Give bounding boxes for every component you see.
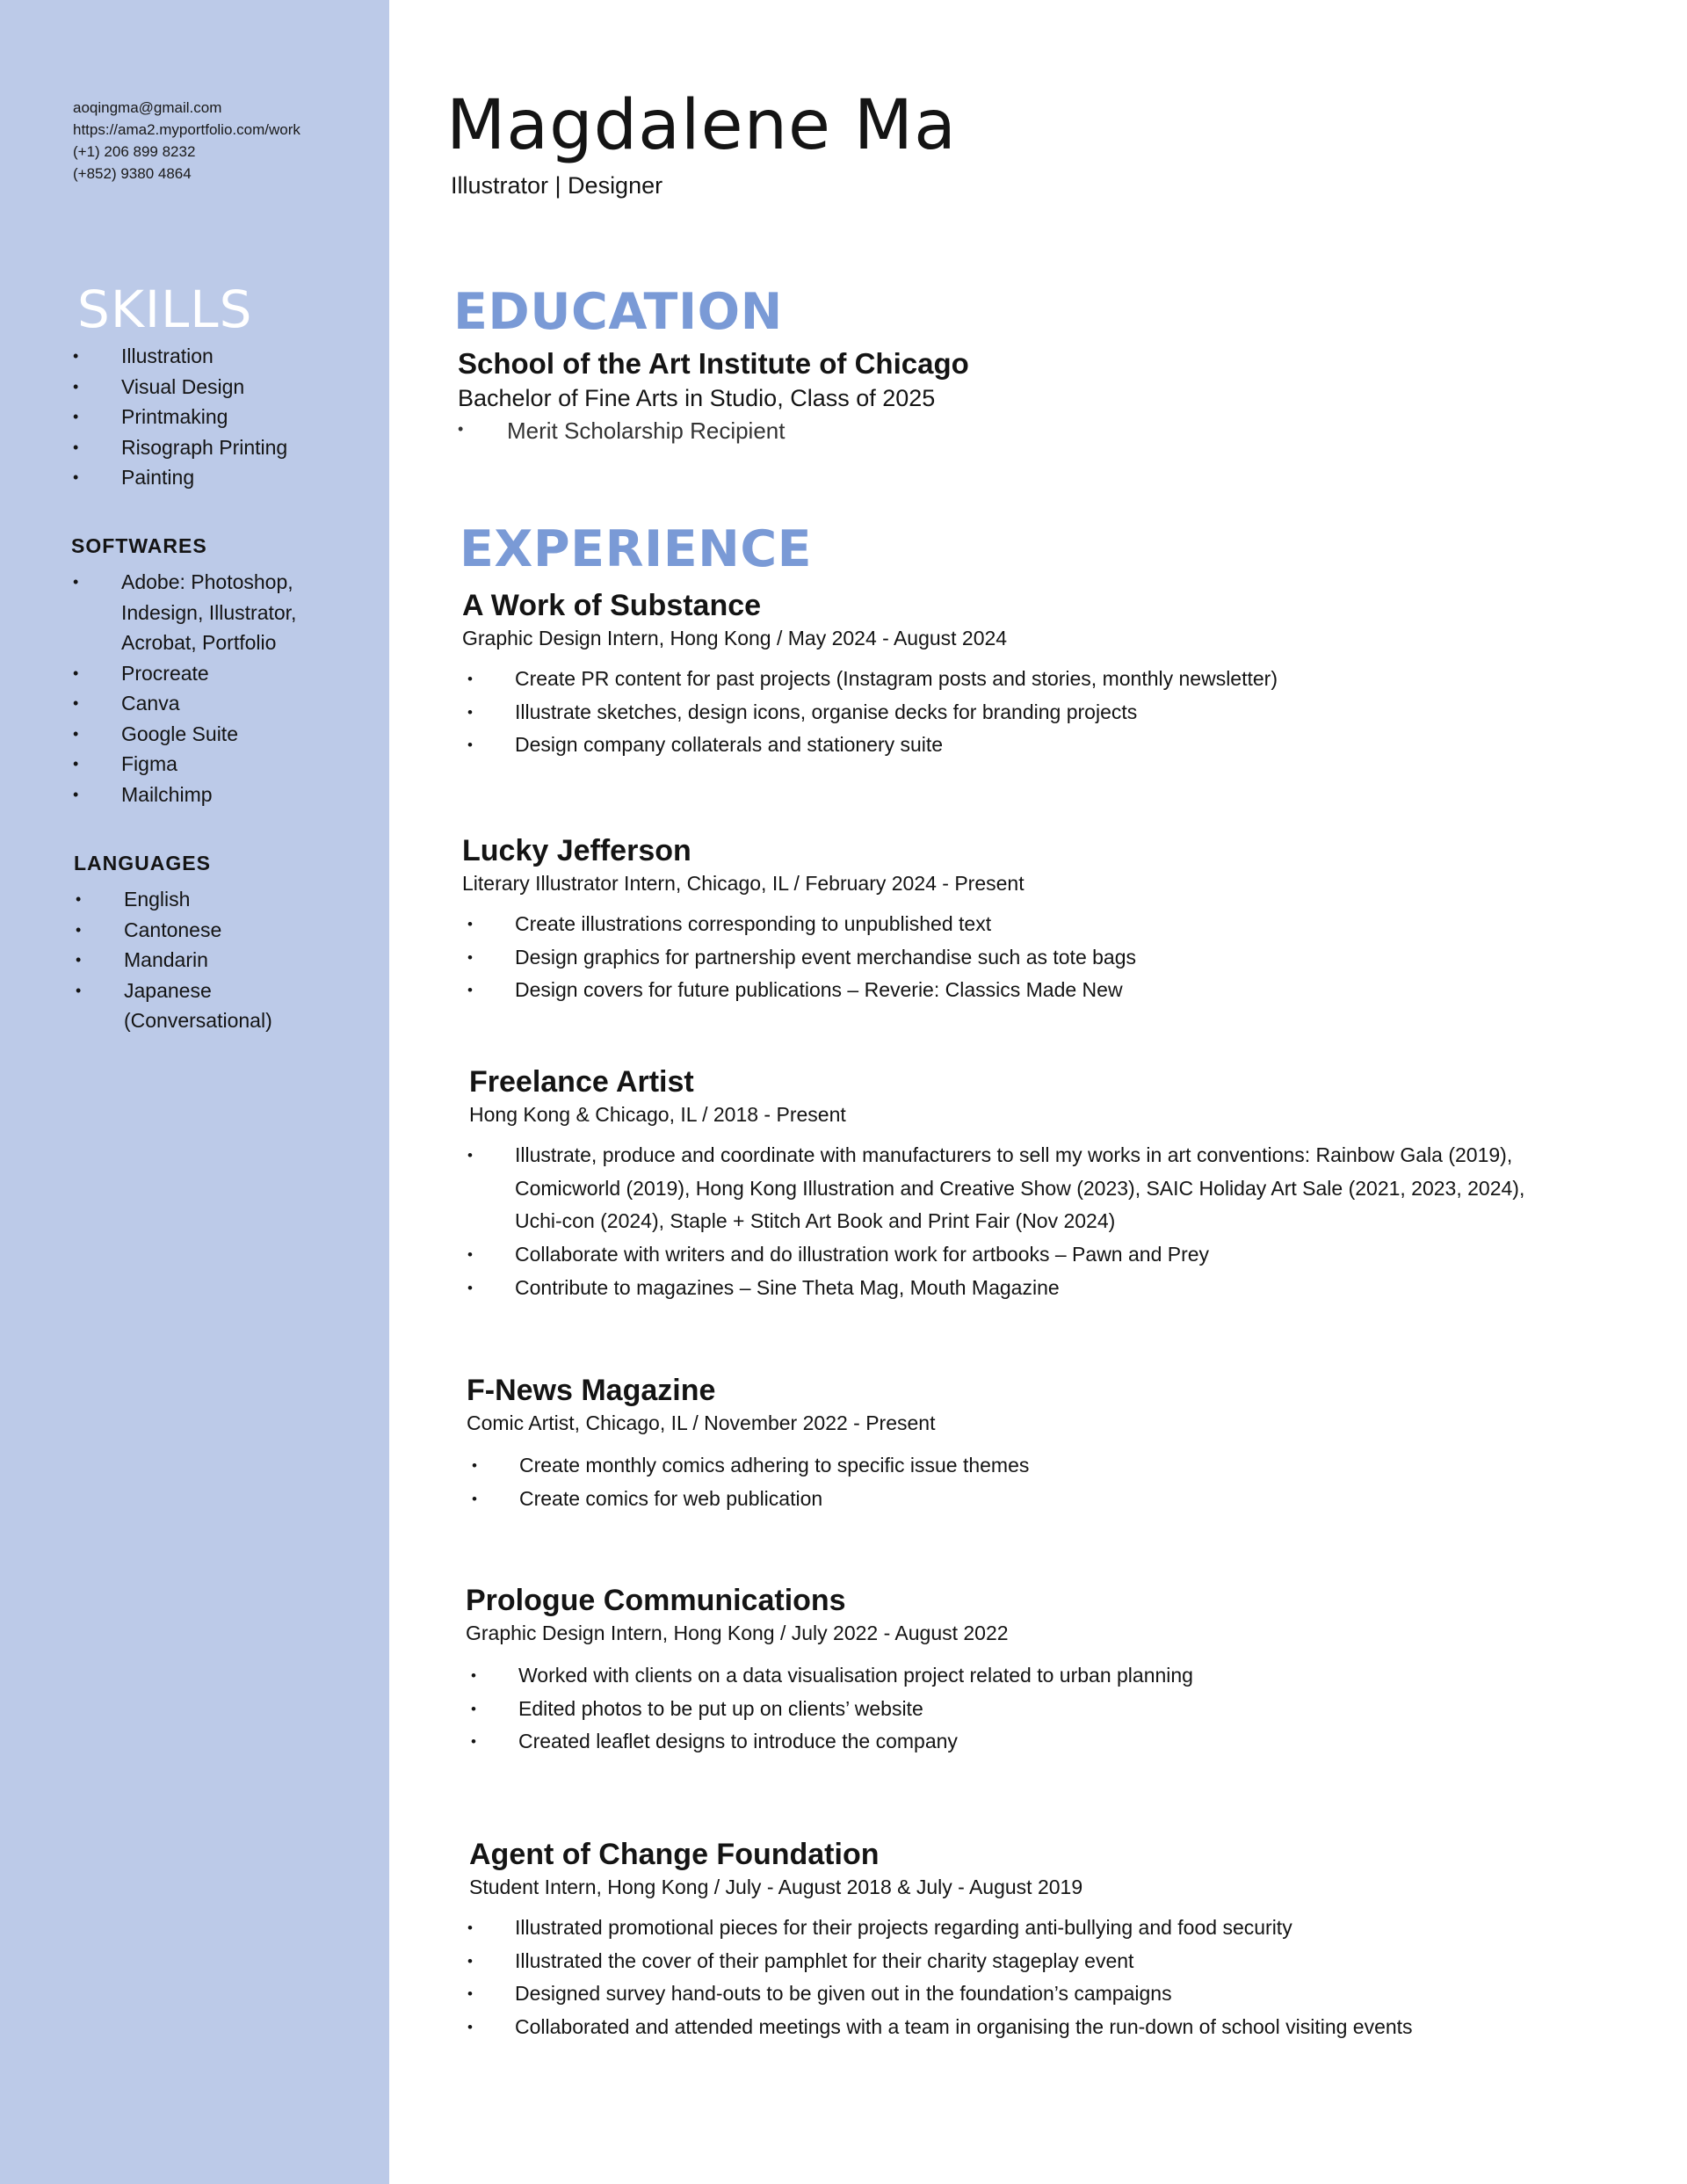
job-subtitle: Comic Artist, Chicago, IL / November 2022 - Present [467, 1411, 936, 1434]
job-subtitle: Graphic Design Intern, Hong Kong / May 2024 - August 2024 [462, 627, 1008, 649]
job-title: Lucky Jefferson [462, 834, 691, 867]
list-item: • Figma [73, 749, 354, 780]
job-bullets [466, 1659, 1608, 1759]
softwares-heading: SOFTWARES [71, 534, 207, 557]
list-item: • Design graphics for partnership event merchandise such as tote bags [462, 941, 1604, 975]
job-bullets [462, 1139, 1559, 1305]
list-item: • Google Suite [73, 719, 354, 750]
list-item: • English [76, 884, 339, 915]
job-subtitle: Hong Kong & Chicago, IL / 2018 - Present [469, 1103, 846, 1126]
list-item: • Visual Design [73, 372, 287, 403]
list-item: • Collaborated and attended meetings with a team in organising the run-down of school visiting events [462, 2011, 1611, 2044]
job-title: Freelance Artist [469, 1065, 694, 1099]
list-item: • Painting [73, 462, 287, 493]
contact-email[interactable]: aoqingma@gmail.com [73, 99, 222, 116]
list-item: • Contribute to magazines – Sine Theta Mag, Mouth Magazine [462, 1272, 1559, 1305]
job-subtitle: Literary Illustrator Intern, Chicago, IL / February 2024 - Present [462, 872, 1025, 895]
list-item: • Create comics for web publication [467, 1483, 1609, 1516]
list-item: • Japanese (Conversational) [76, 976, 339, 1036]
job-entry [467, 1374, 1609, 1515]
experience-heading: EXPERIENCE [460, 520, 813, 578]
sidebar [0, 0, 389, 2184]
job-entry [462, 589, 1604, 762]
list-item: • Illustrated promotional pieces for their projects regarding anti-bullying and food security [462, 1912, 1611, 1945]
softwares-list [73, 567, 354, 809]
job-subtitle: Graphic Design Intern, Hong Kong / July 2022 - August 2022 [466, 1622, 1009, 1644]
list-item: • Collaborate with writers and do illustration work for artbooks – Pawn and Prey [462, 1238, 1559, 1272]
job-title: F-News Magazine [467, 1374, 716, 1407]
list-item: • Mailchimp [73, 780, 354, 810]
education-bullet-text: Merit Scholarship Recipient [507, 417, 786, 444]
list-item: • Design company collaterals and stationery suite [462, 729, 1604, 762]
contact-phone-hk: (+852) 9380 4864 [73, 165, 192, 182]
list-item: • Designed survey hand-outs to be given out in the foundation’s campaigns [462, 1977, 1611, 2011]
list-item: • Canva [73, 688, 354, 719]
list-item: • Illustration [73, 341, 287, 372]
page-subtitle: Illustrator | Designer [451, 172, 663, 199]
list-item: • Create illustrations corresponding to unpublished text [462, 908, 1604, 941]
education-heading: EDUCATION [453, 283, 783, 341]
languages-heading: LANGUAGES [74, 852, 211, 874]
list-item: • Create PR content for past projects (Instagram posts and stories, monthly newsletter) [462, 663, 1604, 696]
education-degree: Bachelor of Fine Arts in Studio, Class of 2025 [458, 385, 936, 411]
contact-info [73, 97, 300, 185]
list-item: • Illustrated the cover of their pamphlet for their charity stageplay event [462, 1945, 1611, 1978]
job-entry [469, 1065, 1559, 1305]
job-bullets [462, 908, 1604, 1007]
list-item: • Created leaflet designs to introduce the company [466, 1725, 1608, 1759]
job-bullets [462, 1912, 1611, 2044]
job-entry [469, 1838, 1611, 2044]
contact-phone-us: (+1) 206 899 8232 [73, 143, 196, 160]
list-item: • Worked with clients on a data visualisation project related to urban planning [466, 1659, 1608, 1693]
job-subtitle: Student Intern, Hong Kong / July - August 2018 & July - August 2019 [469, 1876, 1083, 1898]
page-title: Magdalene Ma [446, 86, 957, 165]
list-item: • Illustrate, produce and coordinate with manufacturers to sell my works in art conventions: Rainbow Gala (2019), Comicworld (2019), Hong Kong Illustration and Creative Show (2023), SAIC Holiday Art Sale (2021, 2023, 2024), Uchi-con (2024), Staple + Stitch Art Book and Print Fair (Nov 2024) [462, 1139, 1559, 1238]
job-bullets [462, 663, 1604, 762]
list-item: • Risograph Printing [73, 432, 287, 463]
job-title: Prologue Communications [466, 1584, 846, 1617]
job-entry [466, 1584, 1608, 1759]
list-item: • Mandarin [76, 945, 339, 976]
list-item: • Cantonese [76, 915, 339, 946]
list-item: • Adobe: Photoshop, Indesign, Illustrator, Acrobat, Portfolio [73, 567, 354, 658]
bullet-icon: • [458, 420, 464, 438]
education-school: School of the Art Institute of Chicago [458, 347, 969, 380]
contact-website[interactable]: https://ama2.myportfolio.com/work [73, 121, 300, 138]
job-bullets [467, 1449, 1609, 1515]
list-item: • Illustrate sketches, design icons, organise decks for branding projects [462, 696, 1604, 729]
skills-heading: SKILLS [77, 279, 253, 339]
job-title: Agent of Change Foundation [469, 1838, 880, 1871]
job-title: A Work of Substance [462, 589, 762, 622]
list-item: • Create monthly comics adhering to specific issue themes [467, 1449, 1609, 1483]
languages-list [76, 884, 339, 1036]
list-item: • Edited photos to be put up on clients’ website [466, 1693, 1608, 1726]
list-item: • Design covers for future publications – Reverie: Classics Made New [462, 974, 1604, 1007]
list-item: • Printmaking [73, 402, 287, 432]
job-entry [462, 834, 1604, 1007]
list-item: • Procreate [73, 658, 354, 689]
skills-list [73, 341, 287, 493]
